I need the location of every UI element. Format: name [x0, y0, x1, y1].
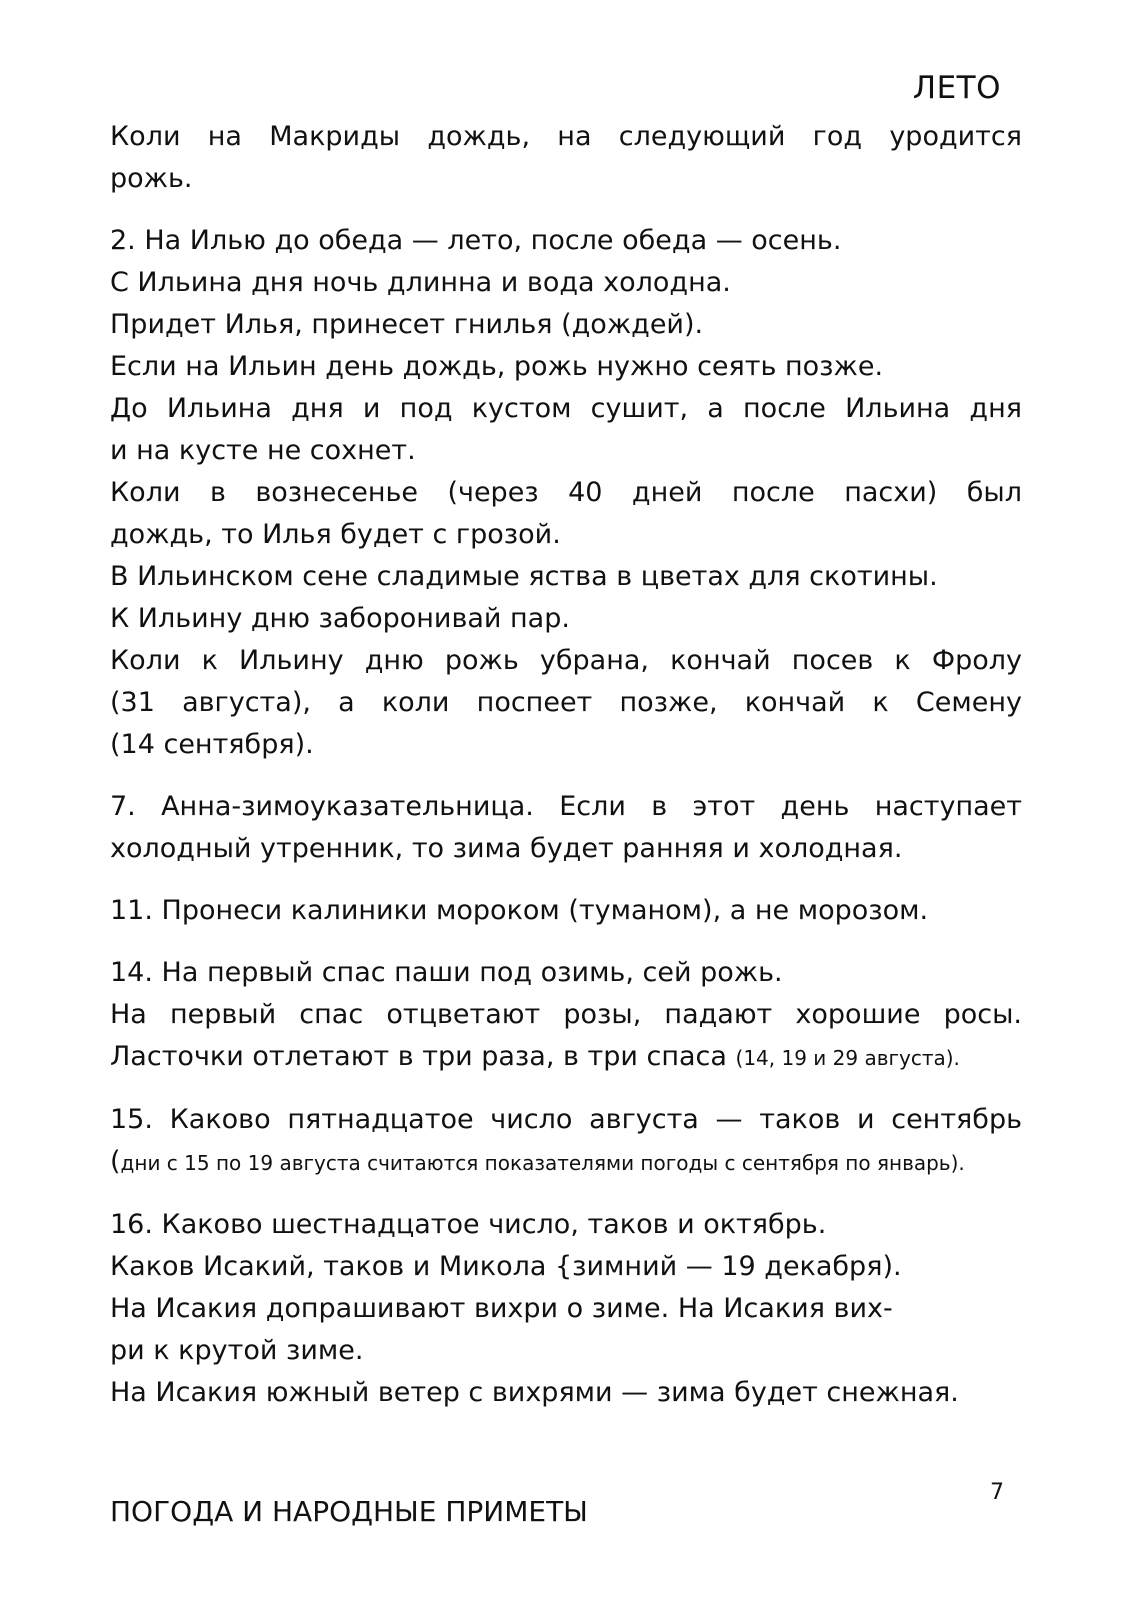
line-text: дождь, то Илья будет с грозой.	[110, 519, 561, 550]
line-text: (14 сентября).	[110, 729, 314, 760]
text-line	[110, 640, 1022, 682]
text-line	[110, 388, 1022, 430]
text-line	[110, 828, 1022, 870]
line-text: (	[110, 1146, 121, 1177]
line-text: На Исакия допрашивают вихри о зиме. На Исакия вих-	[110, 1293, 893, 1324]
text-line	[110, 994, 1022, 1036]
line-text: (31 августа), а коли поспеет позже, кончай к Семену	[110, 687, 1022, 718]
text-line	[110, 1372, 1022, 1414]
paragraph	[110, 952, 1022, 1079]
paragraph	[110, 1099, 1022, 1184]
text-line	[110, 1141, 1022, 1184]
text-line	[110, 262, 1022, 304]
text-line	[110, 1204, 1022, 1246]
text-line	[110, 116, 1022, 158]
line-text: Придет Илья, принесет гнилья (дождей).	[110, 309, 704, 340]
line-text: холодный утренник, то зима будет ранняя и холодная.	[110, 833, 903, 864]
line-text: Если на Ильин день дождь, рожь нужно сеять позже.	[110, 351, 884, 382]
line-text: Коли к Ильину дню рожь убрана, кончай посев к Фролу	[110, 645, 1022, 676]
text-line	[110, 304, 1022, 346]
text-line	[110, 1246, 1022, 1288]
line-text: 2. На Илью до обеда — лето, после обеда — осень.	[110, 225, 842, 256]
text-line	[110, 682, 1022, 724]
line-text: С Ильина дня ночь длинна и вода холодна.	[110, 267, 731, 298]
paragraph	[110, 220, 1022, 766]
line-text: До Ильина дня и под кустом сушит, а после Ильина дня	[110, 393, 1022, 424]
text-line	[110, 598, 1022, 640]
page-body	[110, 116, 1022, 1434]
line-text: Ласточки отлетают в три раза, в три спаса	[110, 1041, 727, 1072]
line-note: дни с 15 по 19 августа считаются показателями погоды с сентября по январь).	[120, 1151, 965, 1175]
line-text: К Ильину дню заборонивай пар.	[110, 603, 570, 634]
text-line	[110, 556, 1022, 598]
line-text: Коли в вознесенье (через 40 дней после пасхи) был	[110, 477, 1022, 508]
paragraph	[110, 1204, 1022, 1414]
text-line	[110, 472, 1022, 514]
line-text: ри к крутой зиме.	[110, 1335, 364, 1366]
text-line	[110, 1288, 1022, 1330]
paragraph	[110, 890, 1022, 932]
line-text: и на кусте не сохнет.	[110, 435, 416, 466]
line-note: (14, 19 и 29 августа).	[735, 1046, 960, 1070]
line-text: 11. Пронеси калиники мороком (туманом), а не морозом.	[110, 895, 929, 926]
line-text: 14. На первый спас паши под озимь, сей рожь.	[110, 957, 783, 988]
text-line	[110, 1330, 1022, 1372]
line-text: 7. Анна-зимоуказательница. Если в этот день наступает	[110, 791, 1022, 822]
line-text: рожь.	[110, 163, 193, 194]
footer-title: ПОГОДА И НАРОДНЫЕ ПРИМЕТЫ	[110, 1495, 588, 1528]
line-text: В Ильинском сене сладимые яства в цветах для скотины.	[110, 561, 938, 592]
line-text: Каков Исакий, таков и Микола {зимний — 19 декабря).	[110, 1251, 902, 1282]
text-line	[110, 724, 1022, 766]
text-line	[110, 346, 1022, 388]
text-line	[110, 514, 1022, 556]
text-line	[110, 786, 1022, 828]
page-number: 7	[990, 1480, 1004, 1505]
text-line	[110, 430, 1022, 472]
line-text: На Исакия южный ветер с вихрями — зима будет снежная.	[110, 1377, 959, 1408]
text-line	[110, 1099, 1022, 1141]
line-text: 16. Каково шестнадцатое число, таков и октябрь.	[110, 1209, 827, 1240]
text-line	[110, 158, 1022, 200]
line-text: 15. Каково пятнадцатое число августа — таков и сентябрь	[110, 1104, 1022, 1135]
line-text: На первый спас отцветают розы, падают хорошие росы.	[110, 999, 1022, 1030]
text-line	[110, 890, 1022, 932]
paragraph	[110, 116, 1022, 200]
line-text: Коли на Макриды дождь, на следующий год уродится	[110, 121, 1022, 152]
text-line	[110, 952, 1022, 994]
paragraph	[110, 786, 1022, 870]
section-header: ЛЕТО	[912, 70, 1001, 106]
text-line	[110, 1036, 1022, 1079]
text-line	[110, 220, 1022, 262]
